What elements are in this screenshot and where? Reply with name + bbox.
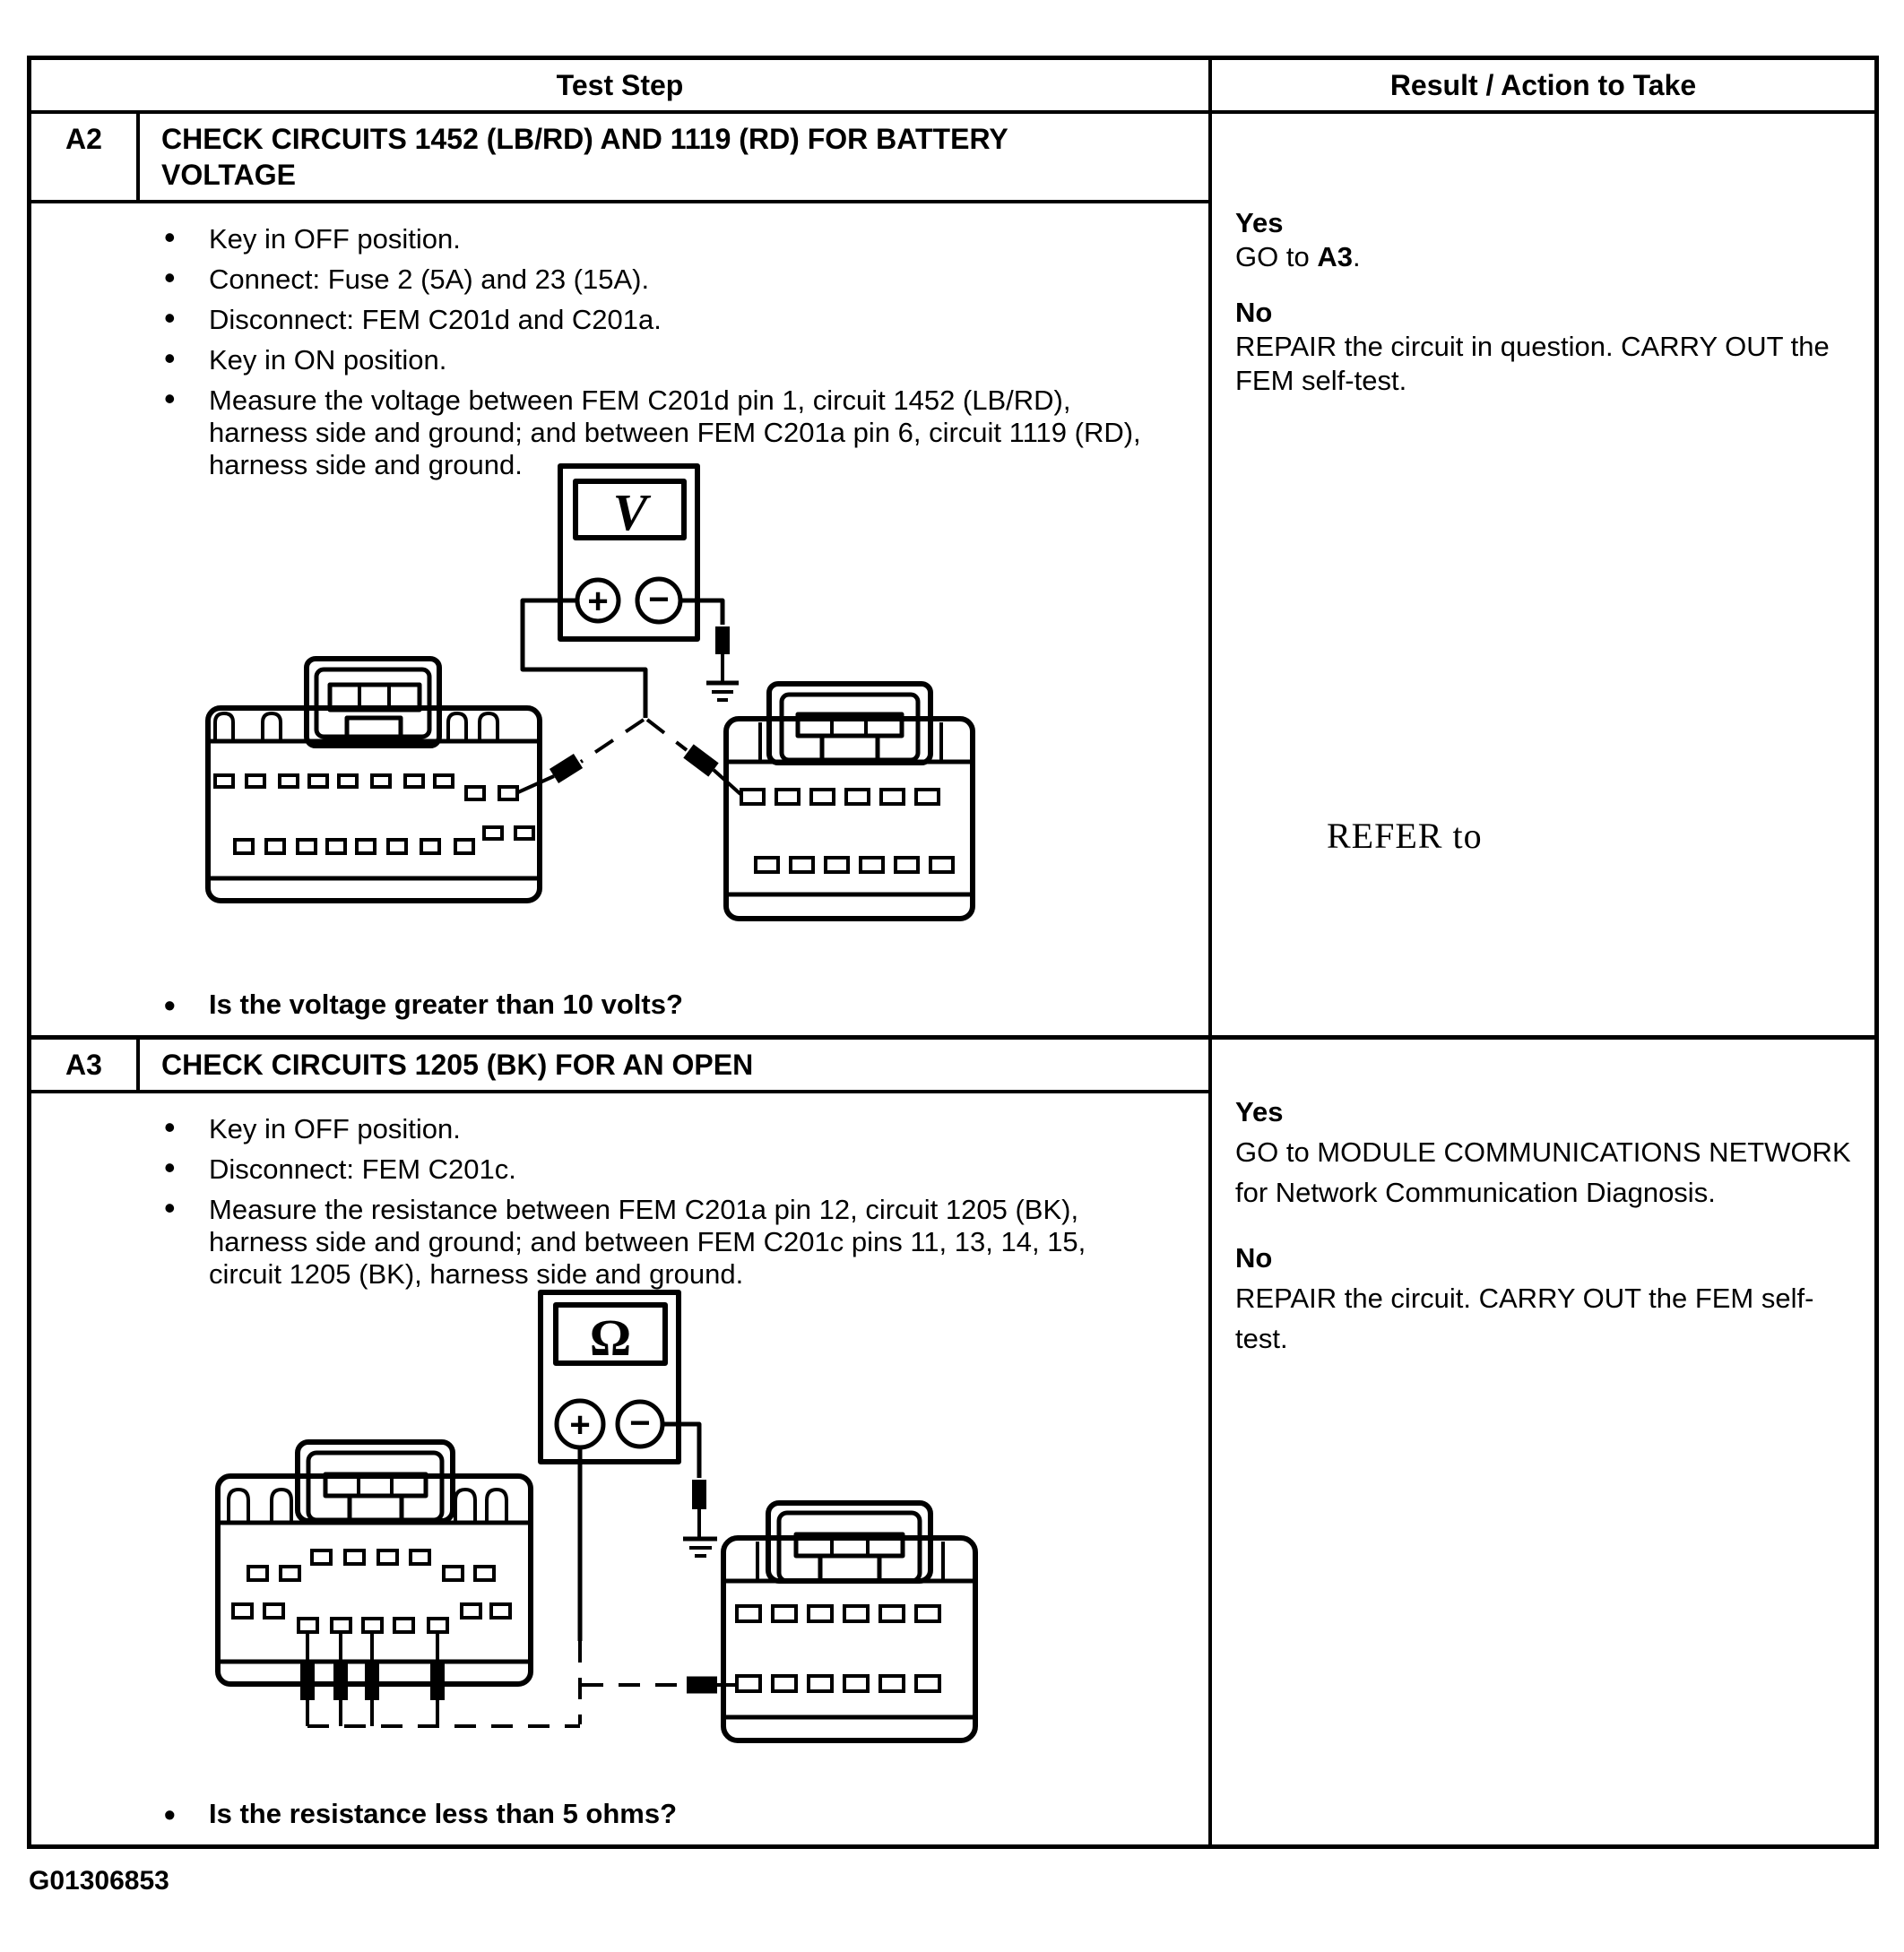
bullet-item: • Key in ON position. [162,344,1155,376]
bullet-item: • Connect: Fuse 2 (5A) and 23 (15A). [162,263,1155,296]
bullet-item: • Key in OFF position. [162,223,1155,255]
bullet-item: • Measure the voltage between FEM C201d pin 1, circuit 1452 (LB/RD), harness side and ground; and between FEM C201a pin 6, circuit 1119 (RD), harness side and ground. [162,384,1155,481]
ohmmeter-connectors-diagram [211,1283,991,1749]
ground-lead [680,600,739,700]
result-action-header-label: Result / Action to Take [1389,68,1697,101]
bullet-item: • Disconnect: FEM C201c. [162,1153,1155,1186]
connector-pins [233,1550,510,1632]
connector-c201a [726,684,973,919]
column-header-test-step [31,60,1212,114]
bullet-item: • Measure the resistance between FEM C201a pin 12, circuit 1205 (BK), harness side and ground; and between FEM C201c pins 11, 13, 14, 15, circuit 1205 (BK), harness side and ground. [162,1194,1155,1291]
connector-right [723,1503,975,1740]
probe-icons [307,1632,437,1726]
connector-c201d [208,659,540,901]
negative-terminal-label: − [629,1404,651,1443]
no-action: REPAIR the circuit. CARRY OUT the FEM self-test. [1235,1283,1814,1354]
step-a3-instructions [31,1113,1208,1291]
no-label: No [1235,1242,1273,1274]
connector-c201c [218,1442,531,1726]
connector-latch [307,659,439,746]
ohmmeter-icon [541,1292,679,1462]
step-a2-body [31,203,1208,1035]
connector-latch [298,1442,453,1521]
negative-terminal-label: − [648,580,670,619]
connector-pins [215,775,533,853]
step-a2-instructions [31,223,1208,481]
step-a2-header [31,114,1208,203]
step-a3-title: CHECK CIRCUITS 1205 (BK) FOR AN OPEN [161,1049,754,1081]
ground-lead [662,1424,717,1556]
step-a3-result-cell [1212,1035,1874,1844]
voltage-symbol: V [612,483,648,541]
step-a2-title: CHECK CIRCUITS 1452 (LB/RD) AND 1119 (RD) FOR BATTERY VOLTAGE [161,123,1008,191]
test-step-header-label: Test Step [556,68,684,101]
yes-label: Yes [1235,207,1284,238]
step-a3-body [31,1093,1208,1844]
step-a2-test-cell [31,114,1212,1035]
voltmeter-icon [560,466,697,639]
positive-test-lead [518,600,740,794]
yes-action: GO to MODULE COMMUNICATIONS NETWORK for Network Communication Diagnosis. [1235,1136,1851,1208]
ground-symbol-icon [706,683,739,700]
step-a3-test-cell [31,1035,1212,1844]
step-a3-id: A3 [31,1040,140,1090]
probe-icon [554,761,578,776]
probe-icon [688,751,714,770]
pinpoint-test-table [27,56,1879,1849]
step-a3-question: • Is the resistance less than 5 ohms? [162,1798,1173,1830]
ground-symbol-icon [683,1539,717,1556]
yes-label: Yes [1235,1096,1284,1127]
bullet-item: • Disconnect: FEM C201d and C201a. [162,304,1155,336]
positive-terminal-label: + [569,1405,591,1445]
resistance-symbol: Ω [589,1309,632,1367]
step-link: A3 [1317,241,1353,272]
voltmeter-connectors-diagram [202,459,991,932]
figure-id: G01306853 [29,1866,169,1896]
connector-latch [769,684,930,763]
step-a3-header [31,1040,1208,1093]
no-label: No [1235,297,1273,328]
positive-terminal-label: + [587,582,609,621]
connector-pins [741,790,953,872]
connector-pins [737,1606,939,1691]
step-a2-question: • Is the voltage greater than 10 volts? [162,989,1173,1021]
step-a2-result-cell [1212,114,1874,1035]
refer-note: REFER to [1327,816,1483,856]
bullet-item: • Key in OFF position. [162,1113,1155,1145]
yes-action: GO to A3. [1235,241,1361,272]
column-header-result-action [1212,60,1874,114]
connector-latch [768,1503,930,1581]
no-action: REPAIR the circuit in question. CARRY OUT the FEM self-test. [1235,331,1830,396]
step-a2-id: A2 [31,114,140,200]
